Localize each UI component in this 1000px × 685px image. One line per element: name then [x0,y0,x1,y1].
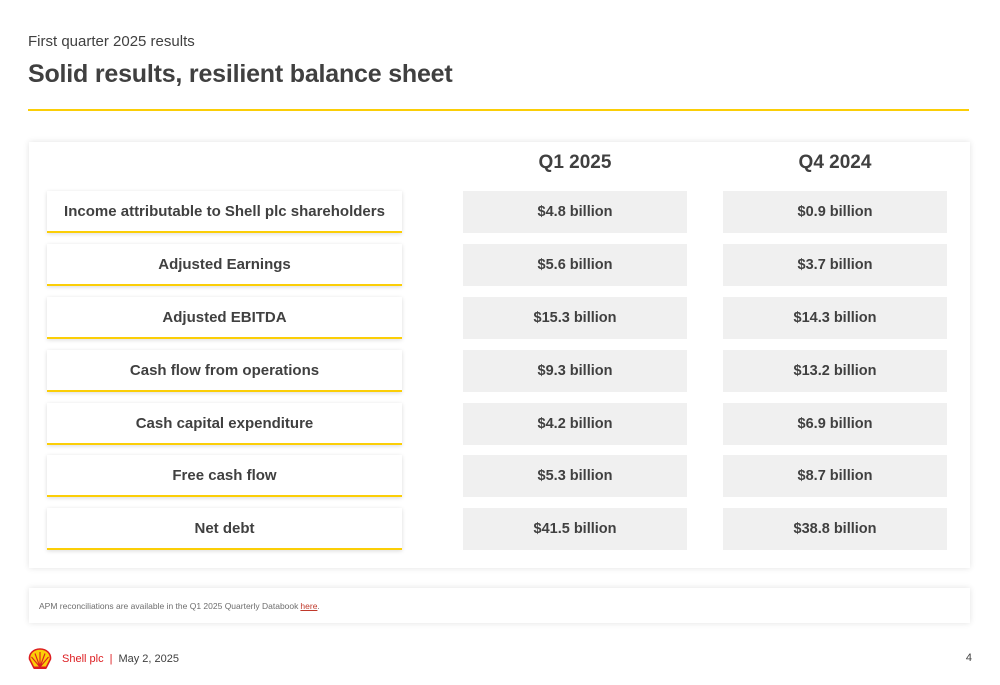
row-label-cash-flow-operations: Cash flow from operations [47,350,402,392]
databook-link[interactable]: here [300,600,318,611]
row-label-free-cash-flow: Free cash flow [47,455,402,497]
apm-footnote [29,588,970,623]
footer-date: May 2, 2025 [118,653,179,665]
column-header-q1-2025: Q1 2025 [538,152,612,173]
page-title: Solid results, resilient balance sheet [28,60,453,88]
cell-q1-income: $4.8 billion [463,191,687,233]
row-label-adjusted-ebitda: Adjusted EBITDA [47,297,402,339]
apm-footnote-text: APM reconciliations are available in the Q1 2025 Quarterly Databook [39,600,299,611]
cell-q4-adjusted-ebitda: $14.3 billion [723,297,947,339]
page-subtitle: First quarter 2025 results [28,33,195,50]
cell-q4-net-debt: $38.8 billion [723,508,947,550]
shell-pecten-logo-icon [28,648,52,670]
cell-q1-adjusted-earnings: $5.6 billion [463,244,687,286]
row-label-adjusted-earnings: Adjusted Earnings [47,244,402,286]
apm-footnote-suffix: . [317,600,320,611]
cell-q4-free-cash-flow: $8.7 billion [723,455,947,497]
cell-q1-adjusted-ebitda: $15.3 billion [463,297,687,339]
footer [28,647,179,671]
cell-q4-cash-flow-operations: $13.2 billion [723,350,947,392]
column-header-q4-2024: Q4 2024 [798,152,872,173]
row-label-cash-capex: Cash capital expenditure [47,403,402,445]
page-number: 4 [965,652,972,664]
row-label-income-attributable: Income attributable to Shell plc shareholders [47,191,402,233]
footer-brand: Shell plc [62,653,104,665]
cell-q4-cash-capex: $6.9 billion [723,403,947,445]
row-label-net-debt: Net debt [47,508,402,550]
cell-q4-income: $0.9 billion [723,191,947,233]
cell-q1-net-debt: $41.5 billion [463,508,687,550]
cell-q1-free-cash-flow: $5.3 billion [463,455,687,497]
cell-q4-adjusted-earnings: $3.7 billion [723,244,947,286]
title-divider [28,109,969,111]
footer-separator: | [109,653,113,665]
cell-q1-cash-capex: $4.2 billion [463,403,687,445]
cell-q1-cash-flow-operations: $9.3 billion [463,350,687,392]
